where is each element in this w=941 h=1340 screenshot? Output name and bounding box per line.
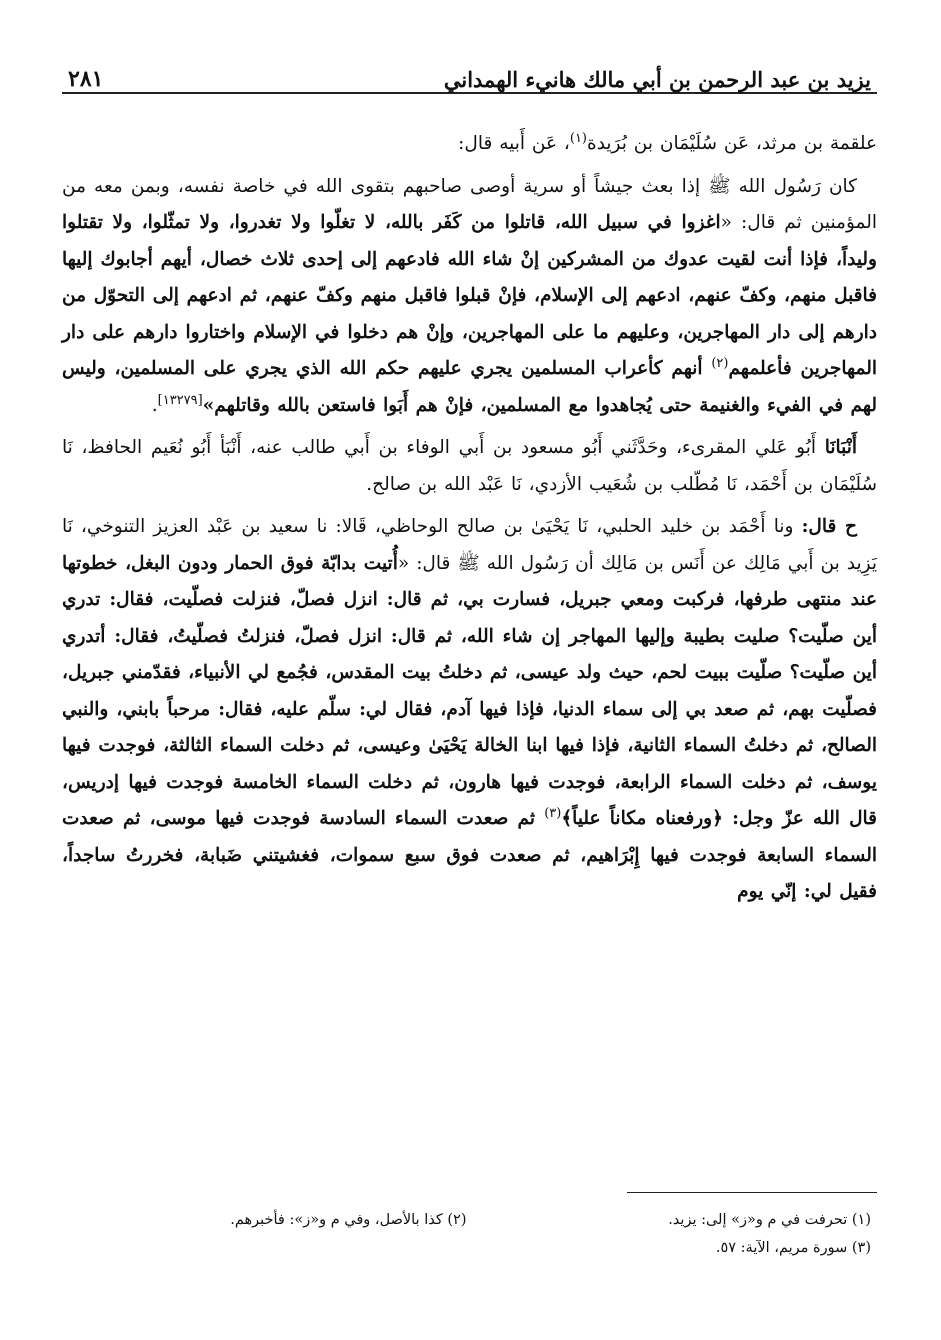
- text-span: علقمة بن مرثد، عَن سُلَيْمَان بن بُرَيدة: [587, 133, 877, 154]
- hadith-text: أُتيت بدابّة فوق الحمار ودون البغل، خطوتها عند منتهى طرفها، فركبت ومعي جبريل، فسارت بي، ثم قال: انزل فصلّ، فنزلت فصلّيت، فقال: تدري أين صلّيت؟ صليت بطيبة وإليها المهاجر إن شاء الله، ثم قال: انزل فصلّ، فنزلتُ فصلّيتُ، فقال: أتدري أين صلّيت؟ صلّيت ببيت لحم، حيث ولد عيسى، ثم دخلتُ بيت المقدس، فجُمع لي الأنبياء، فقدّمني جبريل، فصلّيت بهم، ثم صعد بي إلى سماء الدنيا، فإذا فيها آدم، فقال لي: سلّم عليه، فقال: مرحباً بابني، والنبي الصالح، ثم دخلتُ السماء الثانية، فإذا فيها ابنا الخالة يَحْيَىٰ وعيسى، ثم دخلت السماء الثالثة، فوجدت فيها يوسف، ثم دخلت السماء الرابعة، فوجدت فيها هارون، ثم دخلت السماء الخامسة فوجدت فيها إدريس، قال الله عزّ وجل: ﴿ورفعناه مكاناً علياً﴾: [62, 552, 877, 829]
- footnote-divider: [627, 1192, 877, 1193]
- footnotes: [62, 1206, 877, 1262]
- footnote-row: [62, 1206, 877, 1234]
- hadith-number: [١٣٢٧٩]: [157, 392, 203, 408]
- footnote-2: (٢) كذا بالأصل، وفي م و«ز»: فأخبرهم.: [230, 1212, 467, 1228]
- text-span: أَبُو عَلي المقرىء، وحَدَّثَني أَبُو مسعود بن أَبي الوفاء بن أَبي طالب عنه، أَنْبَأ أَبُو نُعَيم الحافظ، نَا سُلَيْمَان بن أَحْمَد، نَا مُطّلب بن شُعَيب الأزدي، نَا عَبْد الله بن صالح.: [62, 437, 877, 495]
- isnad-keyword: ح قال:: [801, 516, 857, 537]
- main-text: [62, 126, 877, 911]
- text-span: ونا أَحْمَد بن خليد الحلبي، نَا يَحْيَىٰ بن صالح الوحاظي، قَالا: نا سعيد بن عَبْد العزيز التنوخي، نَا يَزِيد بن أَبي مَالِك عن أَنَس بن مَالِك أن رَسُول الله ﷺ قال: «: [62, 516, 877, 574]
- paragraph-isnad-2: [62, 430, 877, 503]
- chapter-title: يزيد بن عبد الرحمن بن أبي مالك هانيء الهمداني: [443, 67, 871, 92]
- page-number: ٢٨١: [68, 66, 104, 92]
- quote-close: »: [202, 394, 215, 416]
- text-span: كان رَسُول الله ﷺ إذا بعث جيشاً أو سرية أوصى صاحبهم بتقوى الله في خاصة نفسه، وبمن معه من المؤمنين ثم قال: «: [62, 175, 877, 233]
- footnote-3: (٣) سورة مريم، الآية: ٥٧.: [715, 1240, 871, 1256]
- hadith-text: أنهم كأعراب المسلمين يجري عليهم حكم الله الذي يجري على المسلمين، وليس لهم في الفيء والغنيمة حتى يُجاهدوا مع المسلمين، فإنْ هم أَبَوا فاستعن بالله وقاتلهم: [62, 358, 877, 416]
- paragraph-hadith-2: [62, 509, 877, 911]
- footnote-ref-1: (١): [569, 130, 587, 146]
- footnote-ref-2: (٢): [711, 355, 729, 371]
- isnad-keyword: أَنْبَانَا: [824, 437, 857, 458]
- hadith-text: اغزوا في سبيل الله، قاتلوا من كَفَر بالله، لا تغلّوا ولا تغدروا، ولا تمثّلوا، ولا تقتلوا وليداً، فإذا أنت لقيت عدوك من المشركين إنْ شاء الله فادعهم إلى إحدى ثلاث خصال، أيهم أجابوك إليها فاقبل منهم، وكفّ عنهم، ادعهم إلى الإسلام، فإنْ قبلوا فاقبل منهم وكفّ عنهم، ثم ادعهم إلى التحوّل من دارهم إلى دار المهاجرين، وعليهم ما على المهاجرين، وإنْ هم دخلوا في الإسلام واختاروا دارهم على دار المهاجرين فأعلمهم: [62, 212, 877, 379]
- hadith-text: ثم صعدت السماء السادسة فوجدت فيها موسى، ثم صعدت السماء السابعة فوجدت فيها إِبْرَاهيم، ثم صعدت فوق سبع سموات، فغشيتني ضَبابة، فخررتُ ساجداً، فقيل لي: إنّي يوم: [62, 808, 877, 902]
- text-span: ، عَن أَبيه قال:: [458, 133, 570, 154]
- paragraph-hadith-1: [62, 169, 877, 425]
- footnote-1: (١) تحرفت في م و«ز» إلى: يزيد.: [668, 1212, 871, 1228]
- book-page: [62, 60, 877, 1300]
- paragraph-isnad-intro: [62, 126, 877, 163]
- footnote-ref-3: (٣): [544, 805, 562, 821]
- running-header: [62, 60, 877, 94]
- footnote-row: [62, 1234, 877, 1262]
- text-span: .: [151, 394, 158, 416]
